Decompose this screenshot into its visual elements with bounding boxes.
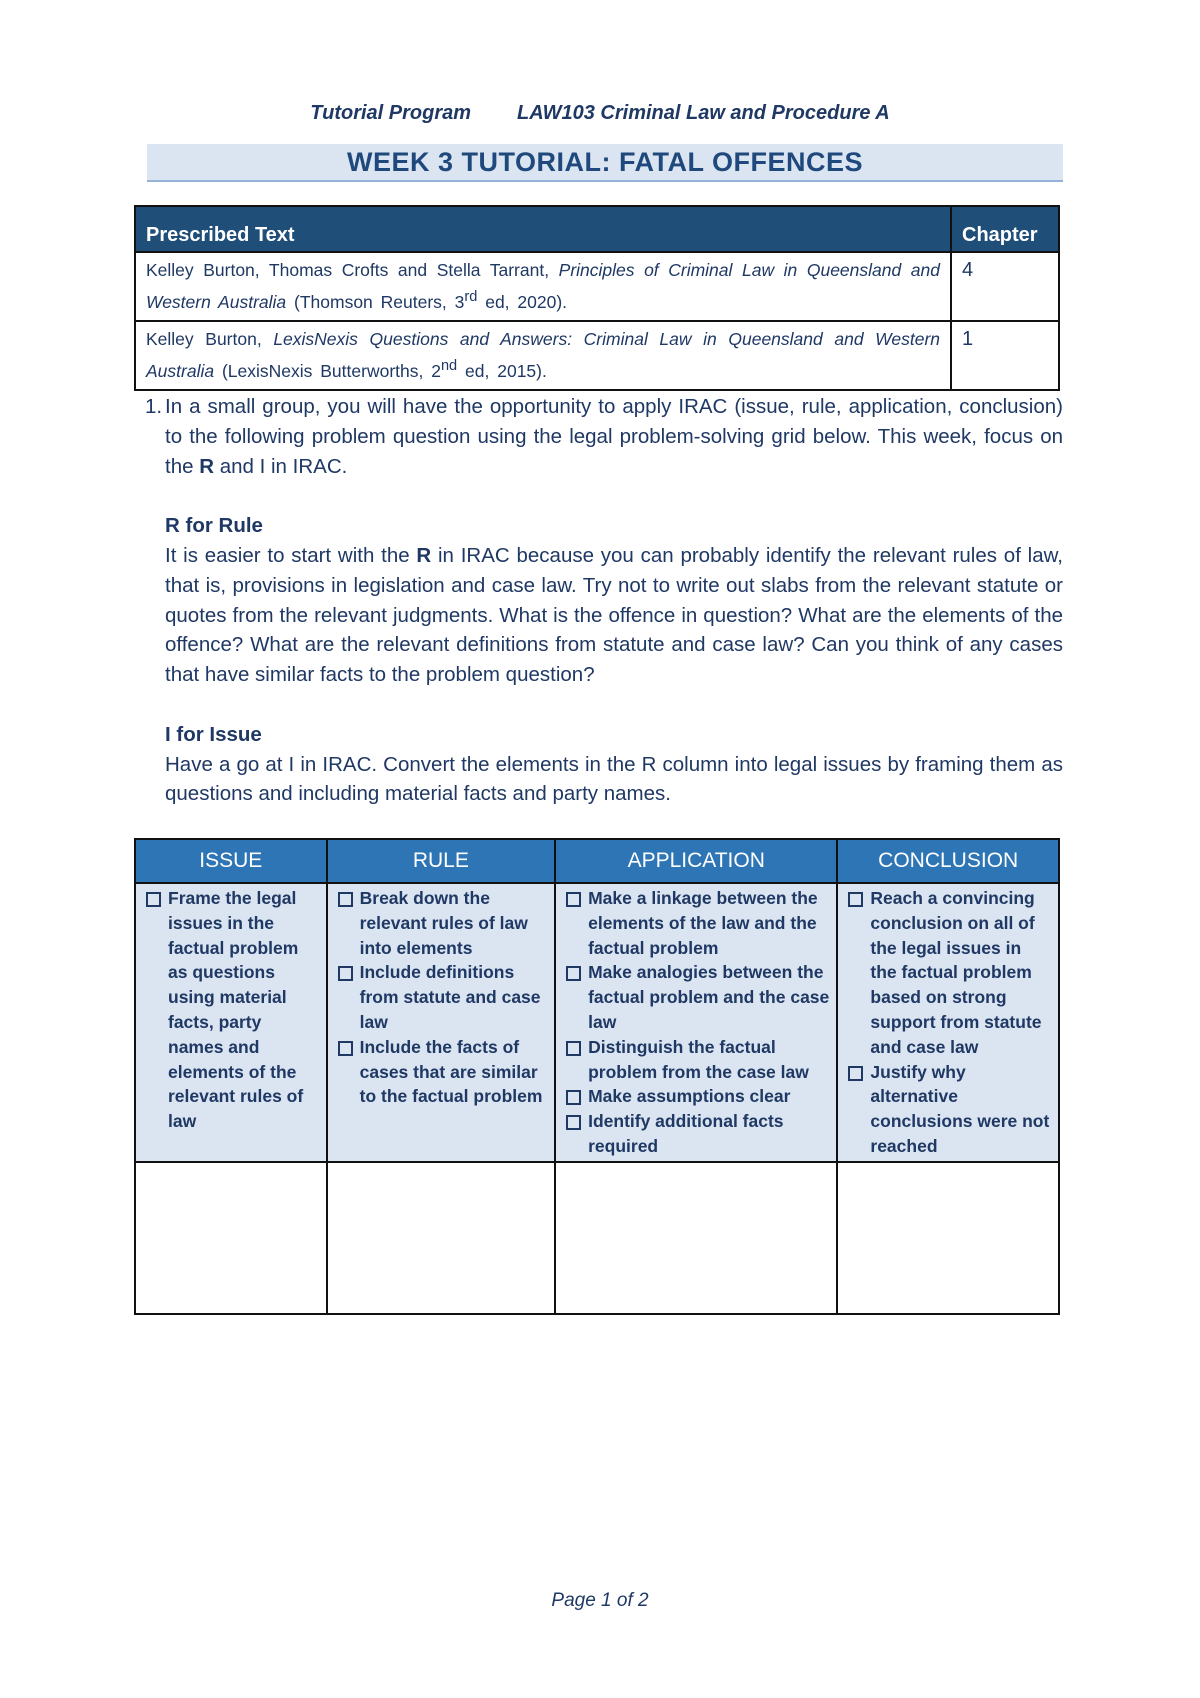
checkbox-icon xyxy=(566,1115,581,1130)
irac-grid xyxy=(134,838,1060,1315)
prescribed-texts-table xyxy=(134,205,1060,391)
guide-item: Include definitions from statute and case law xyxy=(334,960,548,1034)
col-prescribed-text: Prescribed Text xyxy=(135,206,951,252)
irac-header-issue: ISSUE xyxy=(135,839,327,883)
text-citation: Kelley Burton, Thomas Crofts and Stella Tarrant, Principles of Criminal Law in Queensland and Western Australia (Thomson Reuters, 3rd ed, 2020). xyxy=(135,252,951,321)
irac-guide-row xyxy=(135,883,1059,1162)
table-header-row xyxy=(135,206,1059,252)
irac-answer-row xyxy=(135,1162,1059,1314)
checkbox-icon xyxy=(848,892,863,907)
chapter-number: 1 xyxy=(951,321,1059,390)
issue-guide xyxy=(135,883,327,1162)
rule-text: It is easier to start with the R in IRAC because you can probably identify the relevant rules of law, that is, provisions in legislation and case law. Try not to write out slabs from the relevant statute or quotes from the relevant judgments. What is the offence in question? What are the elements of the offence? What are the relevant definitions from statute and case law? Can you think of any cases that have similar facts to the problem question? xyxy=(165,543,1063,687)
checkbox-icon xyxy=(338,1041,353,1056)
checkbox-icon xyxy=(338,966,353,981)
chapter-number: 4 xyxy=(951,252,1059,321)
text-citation: Kelley Burton, LexisNexis Questions and Answers: Criminal Law in Queensland and Western Australia (LexisNexis Butterworths, 2nd ed, 2015). xyxy=(135,321,951,390)
header-unit: LAW103 Criminal Law and Procedure A xyxy=(517,102,890,124)
checkbox-icon xyxy=(566,966,581,981)
guide-item: Identify additional facts required xyxy=(562,1109,830,1159)
guide-item: Make a linkage between the elements of the law and the factual problem xyxy=(562,886,830,960)
application-guide xyxy=(555,883,837,1162)
question-lead: In a small group, you will have the opportunity to apply IRAC (issue, rule, application, conclusion) to the following problem question using the legal problem-solving grid below. This week, focus on the R and I in IRAC. xyxy=(165,395,1064,478)
page-title: WEEK 3 TUTORIAL: FATAL OFFENCES xyxy=(147,144,1063,182)
irac-header-application: APPLICATION xyxy=(555,839,837,883)
checkbox-icon xyxy=(848,1066,863,1081)
table-row xyxy=(135,252,1059,321)
issue-heading: I for Issue xyxy=(165,722,262,746)
page-number: Page 1 of 2 xyxy=(551,1590,649,1611)
guide-item: Distinguish the factual problem from the case law xyxy=(562,1035,830,1085)
guide-item: Include the facts of cases that are similar to the factual problem xyxy=(334,1035,548,1109)
rule-answer-cell[interactable] xyxy=(327,1162,555,1314)
irac-header-row xyxy=(135,839,1059,883)
irac-header-rule: RULE xyxy=(327,839,555,883)
irac-header-conclusion: CONCLUSION xyxy=(837,839,1059,883)
running-header xyxy=(0,102,1200,125)
conclusion-guide xyxy=(837,883,1059,1162)
question-1 xyxy=(145,392,1063,809)
guide-item: Reach a convincing conclusion on all of the legal issues in the factual problem based on strong support from statute and case law xyxy=(844,886,1052,1060)
conclusion-answer-cell[interactable] xyxy=(837,1162,1059,1314)
checkbox-icon xyxy=(146,892,161,907)
issue-answer-cell[interactable] xyxy=(135,1162,327,1314)
col-chapter: Chapter xyxy=(951,206,1059,252)
question-number: 1. xyxy=(145,395,163,418)
header-program: Tutorial Program xyxy=(310,102,472,124)
guide-item: Make analogies between the factual problem and the case law xyxy=(562,960,830,1034)
issue-text: Have a go at I in IRAC. Convert the elements in the R column into legal issues by framing them as questions and including material facts and party names. xyxy=(165,752,1063,806)
checkbox-icon xyxy=(566,892,581,907)
checkbox-icon xyxy=(338,892,353,907)
guide-item: Break down the relevant rules of law into elements xyxy=(334,886,548,960)
checkbox-icon xyxy=(566,1041,581,1056)
guide-item: Justify why alternative conclusions were not reached xyxy=(844,1060,1052,1159)
guide-item: Frame the legal issues in the factual problem as questions using material facts, party names and elements of the relevant rules of law xyxy=(142,886,320,1134)
rule-heading: R for Rule xyxy=(165,514,263,538)
checkbox-icon xyxy=(566,1090,581,1105)
rule-guide xyxy=(327,883,555,1162)
application-answer-cell[interactable] xyxy=(555,1162,837,1314)
guide-item: Make assumptions clear xyxy=(562,1084,830,1109)
table-row xyxy=(135,321,1059,390)
